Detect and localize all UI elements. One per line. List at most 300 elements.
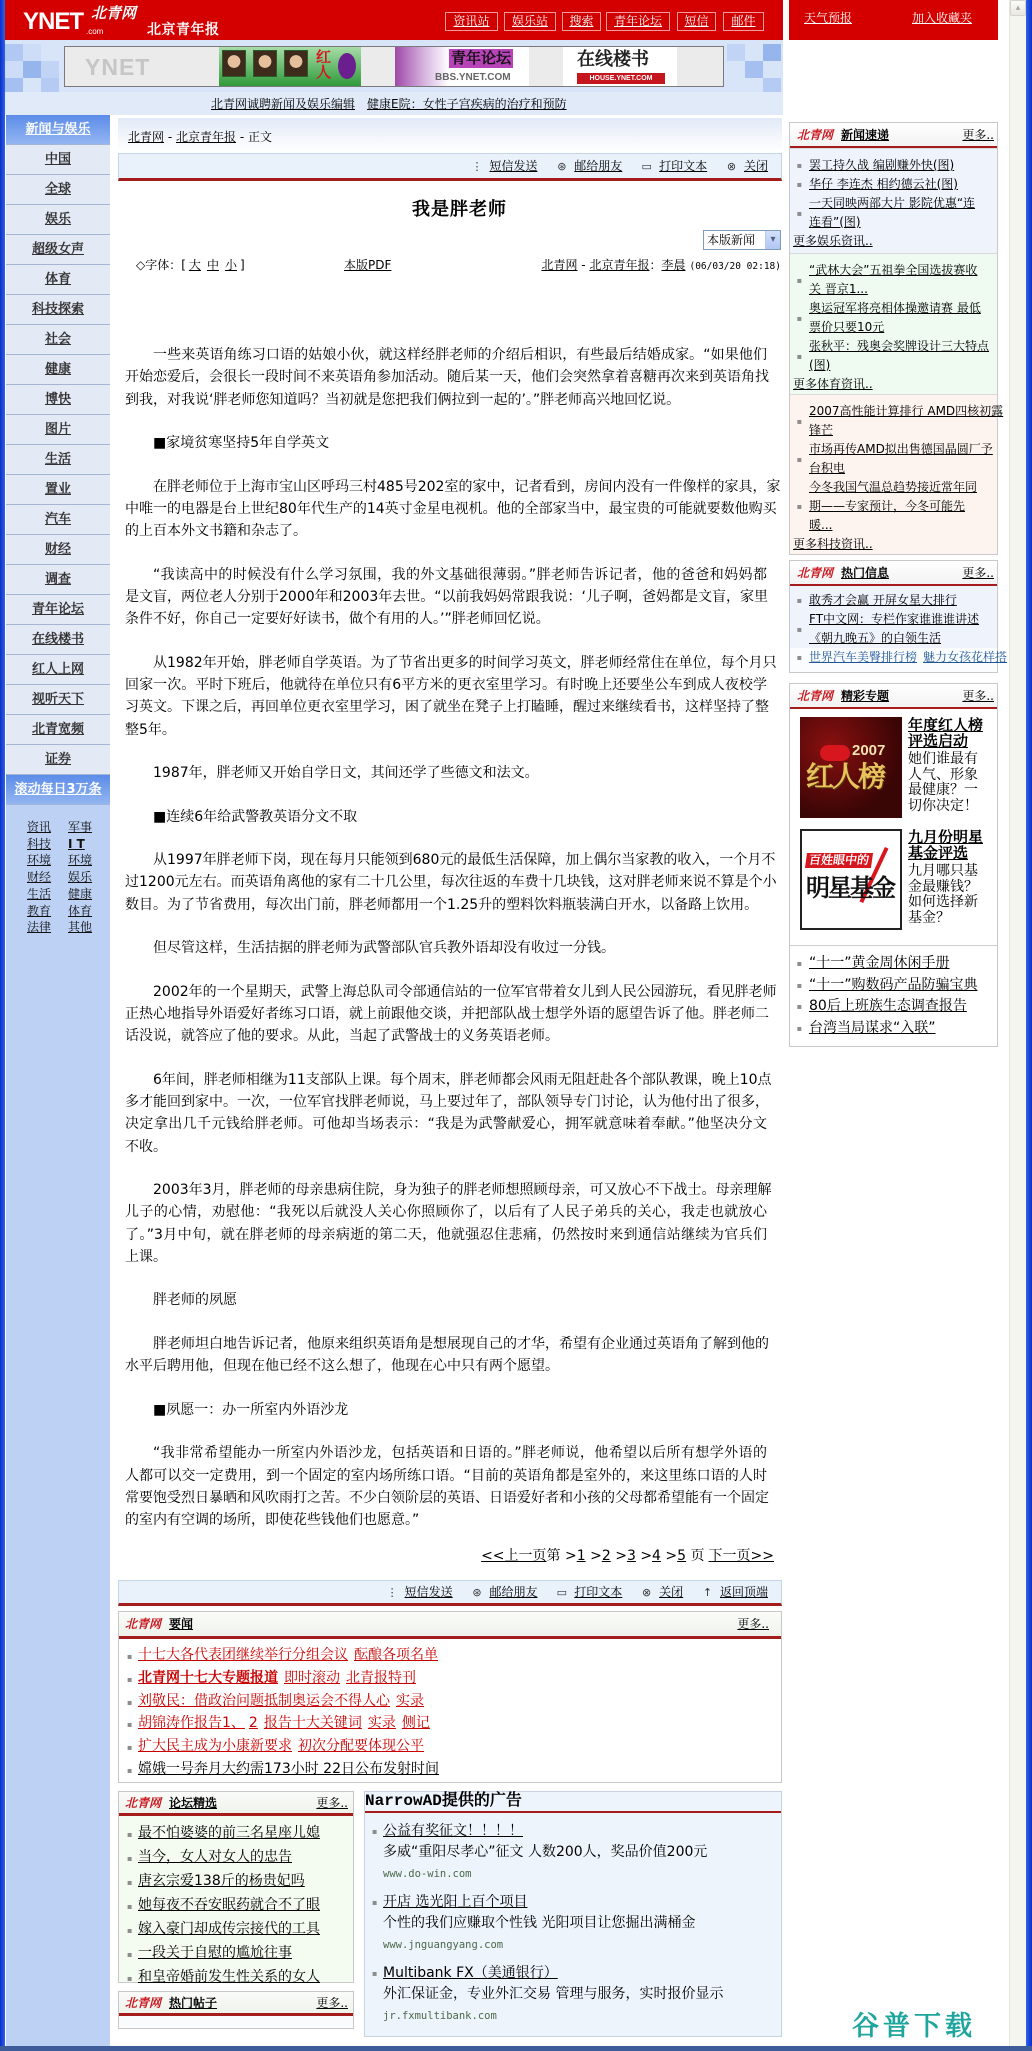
headline-link[interactable]: 北青网十七大专题报道 (138, 1669, 278, 1686)
bullet-icon: ▪ (796, 351, 803, 361)
nav-sms[interactable]: 短信 (677, 12, 716, 31)
forum-item[interactable] (119, 1846, 353, 1870)
promo-links-row (5, 92, 783, 115)
feature-text (908, 829, 986, 927)
close-icon: ⊗ (726, 160, 737, 173)
forum-more-link[interactable]: 更多.. (316, 1796, 348, 1810)
font-size-medium-link[interactable]: 中 (206, 258, 219, 272)
sms-send-button[interactable] (386, 1581, 453, 1604)
image-caption-year: 2007 (852, 742, 886, 759)
sms-icon: ⋮ (471, 160, 483, 173)
headline-link[interactable]: 扩大民主成为小康新要求 (138, 1738, 292, 1755)
featured-link-car-ranking[interactable]: 世界汽车美臀排行榜 (809, 650, 918, 664)
hot-info-title[interactable]: 热门信息 (841, 566, 890, 580)
text-line: 在胖老师位于上海市宝山区呼玛三村485号202室的家中，记者看到，房间内没有一件像样的家具，家 (153, 478, 781, 495)
site-header (5, 0, 783, 40)
nav-search[interactable]: 搜索 (562, 12, 601, 31)
email-icon: ⊛ (557, 160, 567, 173)
forum-item[interactable] (119, 1870, 353, 1894)
page-link-1[interactable]: 1 (576, 1548, 586, 1564)
email-friend-button[interactable] (555, 154, 622, 179)
news-item[interactable] (790, 175, 997, 194)
list-item (119, 1736, 781, 1759)
headlines-title[interactable]: 要闻 (169, 1617, 194, 1631)
feature-text (908, 717, 986, 815)
page-link-3[interactable]: 3 (626, 1548, 636, 1564)
nav-header-rolling-news[interactable]: 滚动每日3万条 (6, 775, 110, 805)
more-tech-link[interactable]: 更多科技资讯.. (793, 537, 873, 551)
promo-link-health[interactable]: 健康E院：女性子宫疾病的治疗和预防 (367, 97, 567, 111)
article-paragraph (125, 344, 767, 411)
ads-title: NarrowAD提供的广告 (365, 1792, 781, 1813)
weather-link[interactable]: 天气预报 (804, 11, 853, 25)
rolling-link-entertainment[interactable]: 娱乐 (68, 870, 93, 885)
article-paragraph (125, 1289, 767, 1311)
banner-decoration (727, 44, 745, 61)
hot-posts-box (118, 1991, 354, 2029)
news-item[interactable] (790, 261, 997, 299)
banner-ad2-url: BBS.YNET.COM (435, 72, 511, 83)
text-line: 台湾当局谋求“入联” (809, 1019, 936, 1036)
article-toolbar-top (118, 153, 782, 181)
article-subheading (125, 806, 767, 828)
page-arrow-icon: > (640, 1548, 653, 1564)
sidebar-item-survey[interactable]: 调查 (6, 565, 110, 595)
text-line: 期——专家预计，今冬可能先 (809, 499, 966, 513)
article-toolbar-bottom (118, 1580, 782, 1606)
rolling-link-news[interactable]: 资讯 (27, 820, 52, 834)
headline-link[interactable]: 侧记 (401, 1715, 430, 1732)
bullet-icon: ▪ (127, 1878, 133, 1887)
box-header (119, 1792, 353, 1816)
ad-title-link[interactable]: 公益有奖征文！！！！ (383, 1823, 523, 1839)
sidebar-item-audio-video[interactable]: 视听天下 (6, 685, 110, 715)
text-line: 锋芒 (809, 423, 834, 437)
headline-link[interactable]: 报告十大关键词 (263, 1715, 362, 1732)
bullet-icon: ▪ (127, 1652, 133, 1661)
forum-item-text: 当今，女人对女人的忠告 (138, 1849, 292, 1865)
headline-link[interactable]: 酝酿各项名单 (354, 1647, 438, 1663)
hot-info-box (789, 560, 1008, 673)
topic-item[interactable] (790, 1018, 997, 1040)
rolling-link-finance[interactable]: 财经 (27, 870, 52, 885)
edition-pdf-link[interactable]: 本版PDF (344, 258, 392, 272)
text-line: 数目。为了节省费用，每次出门前，胖老师都用一个1.25升的塑料饮料瓶装满白开水，以备路上饮用。 (125, 896, 759, 913)
feature-title-link[interactable]: 年度红人榜评选启动 (908, 716, 984, 750)
text-line: 今冬我国气温总趋势接近常年同 (809, 480, 978, 494)
box-header (790, 123, 997, 148)
text-line: ■家境贫寒坚持5年自学英文 (153, 435, 330, 452)
sidebar-item-society[interactable]: 社会 (6, 325, 110, 355)
topic-item[interactable] (790, 953, 997, 975)
download-site-watermark: 谷普下载 (852, 2011, 976, 2042)
page-link-5[interactable]: 5 (677, 1548, 687, 1564)
forum-item[interactable] (119, 1822, 353, 1846)
bullet-icon: ▪ (127, 1674, 133, 1684)
sidebar-item-health[interactable]: 健康 (6, 355, 110, 385)
box-header (119, 1612, 781, 1639)
sidebar-item-photos[interactable]: 图片 (6, 415, 110, 445)
window-border-right (1026, 0, 1032, 2051)
forum-picks-title[interactable]: 论坛精选 (169, 1796, 218, 1810)
feature-description: 她们谁最有人气、形象最健康？一切你决定！ (908, 751, 978, 815)
tech-news-section (790, 394, 1004, 554)
headline-link[interactable]: 实录 (396, 1692, 424, 1709)
news-item-text (809, 299, 981, 337)
text-line: 整5年。 (125, 721, 176, 738)
headline-link[interactable]: 北青报特刊 (346, 1669, 416, 1686)
page-arrow-icon: > (615, 1548, 627, 1564)
nav-entertainment-station[interactable]: 娱乐站 (504, 12, 556, 31)
list-item (119, 1759, 781, 1782)
sidebar-item-science[interactable]: 科技探索 (6, 295, 110, 325)
banner-decoration (41, 61, 59, 78)
hot-posts-more-link[interactable]: 更多.. (316, 1996, 348, 2010)
banner-decoration (745, 61, 763, 78)
text-line: 《朝九晚五》的白领生活 (809, 631, 942, 645)
sidebar-item-red-people[interactable]: 红人上网 (6, 655, 110, 685)
headline-link[interactable]: 刘敬民：借政治问题抵制奥运会不得人心 (138, 1692, 390, 1709)
page-label-prefix: 第 (546, 1548, 561, 1564)
forum-list (119, 1816, 353, 1990)
more-sports-link[interactable]: 更多体育资讯.. (793, 377, 873, 391)
breadcrumb-separator: - (164, 130, 176, 144)
news-express-title[interactable]: 新闻速递 (841, 128, 890, 142)
print-icon: ▭ (641, 160, 652, 173)
rolling-link-it[interactable]: I T (68, 836, 85, 851)
forum-item[interactable] (119, 1918, 353, 1942)
ad-title-link[interactable]: Multibank FX（美通银行） (383, 1965, 558, 1981)
sidebar-item-super-girl[interactable]: 超级女声 (6, 235, 110, 265)
feature-description: 九月哪只基金最赚钱？如何选择新基金？ (908, 863, 978, 927)
text-line: 中唯一的电器是台上世纪80年代生产的14英寸金星电视机。他的全部家当中，最宝贵的可能就要数他购买 (125, 500, 777, 517)
text-line: 一天同映两部大片 影院优惠“连 (809, 196, 976, 210)
special-features (790, 709, 997, 945)
page-item (665, 1548, 686, 1564)
logo-dotcom-text: .com (86, 27, 104, 36)
breadcrumb-site-link[interactable]: 北青网 (128, 130, 165, 144)
rolling-link-health[interactable]: 健康 (68, 886, 93, 901)
rolling-link-environment[interactable]: 环境 (27, 853, 52, 868)
box-header (790, 561, 997, 586)
text-line: (图) (809, 358, 831, 372)
close-button[interactable] (640, 1581, 683, 1604)
news-item[interactable] (790, 402, 1004, 440)
article-paragraph (125, 937, 767, 959)
text-line: 水平后聘用他，但现在他已经不这么想了，他现在心中只有两个愿望。 (125, 1358, 559, 1375)
text-line: 儿子的心情，劝慰他：“我死以后就没人关心你照顾你了，以后有了人民子弟兵的关心，我走也就放心 (125, 1204, 767, 1221)
print-label: 打印文本 (659, 159, 708, 173)
text-line: 是文盲，两位老人分别于2000年和2003年去世。“以前我妈妈常跟我说：‘儿子啊，爸妈都是文盲，家里 (125, 588, 768, 605)
text-line: 开始恋爱后，会很长一段时间不来英语角参加活动。随后某一天，他们会突然拿着喜糖再次来到英语角找 (125, 369, 769, 386)
hot-posts-title[interactable]: 热门帖子 (169, 1996, 218, 2010)
banner-ad2-title: 青年论坛 (451, 49, 512, 67)
red-badge-icon (820, 745, 850, 761)
sidebar-item-sports[interactable]: 体育 (6, 265, 110, 295)
bullet-icon: ▪ (796, 1002, 803, 1011)
bullet-icon: ▪ (127, 1743, 133, 1753)
text-line: 6年间，胖老师相继为11支部队上课。每个周末，胖老师都会风雨无阻赶赴各个部队教课，晚上10点 (153, 1071, 772, 1088)
rolling-link-other[interactable]: 其他 (68, 920, 93, 935)
topic-item[interactable] (790, 975, 997, 997)
sidebar-item-auto[interactable]: 汽车 (6, 505, 110, 535)
text-line: 2007高性能计算排行 AMD四核初露 (809, 404, 1004, 418)
back-to-top-button[interactable] (701, 1581, 768, 1604)
back-to-top-icon: ↑ (702, 1586, 713, 1599)
text-line: 华仔 李连杰 相约德云社(图) (809, 177, 958, 191)
hot-info-more-link[interactable]: 更多.. (962, 566, 994, 580)
sidebar-item-securities[interactable]: 证券 (6, 745, 110, 775)
sponsored-ads-box (364, 1791, 782, 2037)
news-item[interactable] (790, 299, 997, 337)
bullet-icon: ▪ (127, 1854, 133, 1863)
face-photo-icon (222, 50, 246, 77)
banner-online-property-ad[interactable] (563, 47, 677, 86)
close-icon: ⊗ (642, 1586, 652, 1599)
ads-list (365, 1813, 781, 2027)
news-item-text (809, 337, 989, 375)
special-topics-title[interactable]: 精彩专题 (841, 689, 890, 703)
hot-info-item[interactable] (790, 610, 997, 648)
forum-item[interactable] (119, 1966, 353, 1990)
bullet-icon: ▪ (796, 624, 803, 634)
article-source (541, 257, 781, 275)
text-line: ■夙愿一：办一所室内外语沙龙 (153, 1401, 349, 1418)
more-entertainment-link[interactable]: 更多娱乐资讯.. (793, 234, 873, 248)
ad-description: 个性的我们应赚取个性钱 光阳项目让您掘出满桶金 (383, 1915, 696, 1931)
headline-link[interactable]: 十七大各代表团继续举行分组会议 (138, 1647, 348, 1663)
rolling-link-life[interactable]: 生活 (27, 886, 52, 901)
text-line: “我非常希望能办一所室内外语沙龙，包括英语和日语的。”胖老师说，他希望以后所有想学外语的 (153, 1445, 767, 1462)
forum-item[interactable] (119, 1942, 353, 1966)
rolling-news-grid (6, 805, 110, 936)
list-item (119, 1645, 781, 1668)
chevron-up-icon: ▴ (1015, 3, 1021, 13)
text-line: 市场再传AMD拟出售德国晶圆厂予 (809, 442, 993, 456)
star-fund-image[interactable] (800, 829, 902, 930)
print-button[interactable] (640, 154, 707, 179)
ad-url[interactable]: jr.fxmultibank.com (383, 2010, 497, 2022)
news-item[interactable] (790, 194, 997, 232)
sidebar-item-broadband[interactable]: 北青宽频 (6, 715, 110, 745)
news-item-text (809, 478, 977, 535)
page-item (565, 1548, 586, 1564)
headline-link[interactable]: 2 (248, 1715, 258, 1732)
article-paragraph (125, 981, 777, 1048)
banner-decoration (763, 44, 781, 61)
news-express-more-link[interactable]: 更多.. (962, 128, 994, 142)
special-topics-more-link[interactable]: 更多.. (962, 689, 994, 703)
headline-link[interactable]: 嫦娥一号奔月大约需173小时 22日公布发射时间 (138, 1760, 439, 1777)
text-line: 张秋平：残奥会奖牌设计三大特点 (809, 339, 990, 353)
page-arrow-icon: > (590, 1548, 602, 1564)
headlines-more-link[interactable]: 更多.. (737, 1617, 769, 1631)
text-line: 习英文。下课之后，再回单位更衣室里学习，困了就坐在凳子上打瞌睡，醒过来继续看书，这样坚持了整 (125, 699, 769, 716)
text-line: 不收。 (125, 1138, 167, 1155)
source-site-link[interactable]: 北青网 (541, 258, 578, 272)
ad-title-link[interactable]: 开店 选光阳上百个项目 (383, 1894, 528, 1910)
email-friend-button[interactable] (470, 1581, 537, 1604)
rolling-link-military[interactable]: 军事 (68, 820, 93, 834)
topic-item[interactable] (790, 996, 997, 1018)
forum-item[interactable] (119, 1894, 353, 1918)
bullet-icon: ▪ (127, 1926, 133, 1935)
sidebar-item-blog[interactable]: 博快 (6, 385, 110, 415)
news-item-text (809, 194, 975, 232)
page-item (590, 1548, 611, 1564)
news-item[interactable] (790, 156, 997, 175)
close-label: 关闭 (743, 159, 768, 173)
text-line: 2003年3月，胖老师的母亲患病住院，身为独子的胖老师想照顾母亲，可又放心不下战士。母亲理解 (153, 1182, 772, 1199)
banner-red-people-ad[interactable] (219, 47, 361, 86)
red-list-2007-image[interactable] (800, 717, 902, 818)
site-logo[interactable] (5, 0, 141, 40)
banner-ad3-title: 在线楼书 (577, 49, 649, 70)
nav-news-station[interactable]: 资讯站 (445, 12, 498, 31)
featured-link-girl-fashion[interactable]: 魅力女孩花样搭 (923, 650, 1008, 664)
rolling-link-tech[interactable]: 科技 (27, 836, 52, 851)
sidebar-item-entertainment[interactable]: 娱乐 (6, 205, 110, 235)
box-header (119, 1992, 353, 2016)
email-friend-label: 邮给朋友 (489, 1585, 538, 1599)
text-line: 多才能回到家中。一次，一位军官找胖老师说，马上要过年了，部队领导专门讨论，认为他付出了很多， (125, 1094, 769, 1110)
news-item[interactable] (790, 478, 997, 535)
prev-page-link[interactable]: <<上一页 (481, 1548, 547, 1564)
source-paper-link[interactable]: 北京青年报 (589, 258, 650, 272)
banner-ynet-text: YNET (85, 54, 151, 80)
feature-title-link[interactable]: 九月份明星基金评选 (908, 828, 984, 862)
bullet-icon: ▪ (796, 275, 803, 285)
headline-link[interactable]: 实录 (367, 1715, 396, 1732)
sidebar-item-life[interactable]: 生活 (6, 445, 110, 475)
sms-icon: ⋮ (386, 1586, 398, 1599)
news-item-text (809, 175, 958, 194)
headline-link[interactable]: 初次分配要体现公平 (298, 1738, 424, 1755)
news-item-text (809, 156, 954, 175)
ad-item (365, 1821, 781, 1885)
ynet-logo-icon: 北青网 (125, 1617, 162, 1631)
hot-info-item[interactable] (790, 591, 997, 610)
list-item (119, 1668, 781, 1691)
text-line: 条件不好，你自己一定要好好读书，做个有用的人。’”胖老师回忆说。 (125, 611, 550, 628)
paper-name: 北京青年报 (147, 22, 220, 38)
ynet-logo-icon: 北青网 (797, 566, 834, 580)
article-paragraph (125, 1442, 767, 1531)
sidebar-item-finance[interactable]: 财经 (6, 535, 110, 565)
article-paragraph (125, 1179, 772, 1268)
hot-info-text (809, 610, 979, 648)
article-paragraph (125, 762, 767, 784)
left-sidebar-nav (6, 115, 110, 2046)
news-item[interactable] (790, 337, 997, 375)
scroll-up-button[interactable] (1010, 0, 1026, 16)
header-utility-box (789, 0, 998, 40)
close-button[interactable] (725, 154, 768, 179)
banner-youth-forum-ad[interactable] (395, 47, 529, 86)
box-header (790, 684, 997, 709)
next-page-link[interactable]: 下一页>> (708, 1548, 774, 1564)
forum-item-text: 她每夜不吞安眠药就合不了眼 (138, 1897, 320, 1913)
source-colon: ： (649, 258, 662, 272)
bullet-icon: ▪ (796, 959, 803, 968)
sms-send-button[interactable] (470, 154, 537, 179)
nav-header-news-entertainment[interactable]: 新闻与娱乐 (6, 115, 110, 145)
rolling-link-education[interactable]: 教育 (27, 903, 52, 918)
author-link[interactable]: 李晨 (661, 258, 686, 272)
page-item (640, 1548, 661, 1564)
headline-link[interactable]: 胡锦涛作报告1、 (138, 1715, 245, 1732)
rolling-link-environment-2[interactable]: 环境 (68, 853, 93, 868)
page-link-4[interactable]: 4 (652, 1548, 661, 1564)
news-item[interactable] (790, 440, 997, 478)
bullet-icon: ▪ (372, 1827, 378, 1836)
ynet-logo-icon: 北青网 (125, 1796, 162, 1810)
ad-url[interactable]: www.jnguangyang.com (383, 1939, 504, 1951)
forum-item-text: 最不怕婆婆的前三名星座儿媳 (138, 1825, 320, 1841)
banner-decoration (23, 44, 41, 61)
bullet-icon: ▪ (127, 1902, 133, 1911)
breadcrumb-current: 正文 (247, 130, 272, 144)
banner-ad-strip (64, 46, 724, 87)
sidebar-item-real-estate[interactable]: 置业 (6, 475, 110, 505)
print-button[interactable] (555, 1581, 622, 1604)
list-item (119, 1713, 781, 1736)
banner-decoration (23, 61, 41, 78)
text-line: “十一”黄金周休闲手册 (809, 955, 950, 971)
rolling-link-law[interactable]: 法律 (27, 920, 52, 935)
article-paragraph (125, 1069, 772, 1158)
nav-youth-forum[interactable]: 青年论坛 (606, 12, 670, 31)
vertical-scrollbar[interactable] (1009, 0, 1026, 2046)
headlines-list (119, 1639, 781, 1782)
email-friend-label: 邮给朋友 (574, 159, 623, 173)
font-size-small-link[interactable]: 小 (224, 258, 237, 272)
topic-text (809, 953, 950, 975)
nav-mail[interactable]: 邮件 (723, 12, 764, 31)
sidebar-item-world[interactable]: 全球 (6, 175, 110, 205)
face-photo-icon (253, 50, 277, 77)
text-line: 台积电 (809, 461, 846, 475)
rolling-link-sports[interactable]: 体育 (68, 903, 93, 918)
publish-time: (06/03/20 02:18) (689, 261, 781, 272)
text-line: 的上百本外文书籍和杂志了。 (125, 523, 307, 540)
edition-news-select[interactable] (703, 230, 781, 250)
sidebar-item-online-property[interactable]: 在线楼书 (6, 625, 110, 655)
page-link-2[interactable]: 2 (601, 1548, 611, 1564)
email-icon: ⊛ (472, 1586, 482, 1599)
text-line: 上课。 (125, 1248, 167, 1265)
promo-link-recruit[interactable]: 北青网诚聘新闻及娱乐编辑 (211, 97, 356, 111)
font-size-large-link[interactable]: 大 (188, 258, 201, 272)
chevron-down-icon[interactable]: ▾ (765, 231, 780, 249)
headline-link[interactable]: 即时滚动 (284, 1669, 340, 1686)
ad-url[interactable]: www.do-win.com (383, 1868, 472, 1880)
bullet-icon: ▪ (796, 208, 803, 218)
news-item-text (809, 440, 993, 478)
ad-description: 多威“重阳尽孝心”征文 人数200人，奖品价值200元 (383, 1844, 708, 1860)
forum-item-text: 一段关于自慰的尴尬往事 (138, 1945, 292, 1961)
add-favorites-link[interactable]: 加入收藏夹 (912, 11, 973, 25)
text-line: 连看”(图) (809, 215, 861, 229)
bullet-icon: ▪ (796, 502, 803, 511)
bullet-icon: ▪ (796, 596, 803, 605)
breadcrumb-paper-link[interactable]: 北京青年报 (175, 130, 236, 144)
sidebar-item-youth-forum[interactable]: 青年论坛 (6, 595, 110, 625)
text-line: “武林大会”五祖拳全国选拔赛收 (809, 263, 978, 277)
text-line: FT中文网：专栏作家谁谁谁讲述 (809, 612, 980, 626)
text-line: 的室内有空调的场所，即使花些钱他们也愿意。” (125, 1512, 420, 1529)
sidebar-item-china[interactable]: 中国 (6, 145, 110, 175)
